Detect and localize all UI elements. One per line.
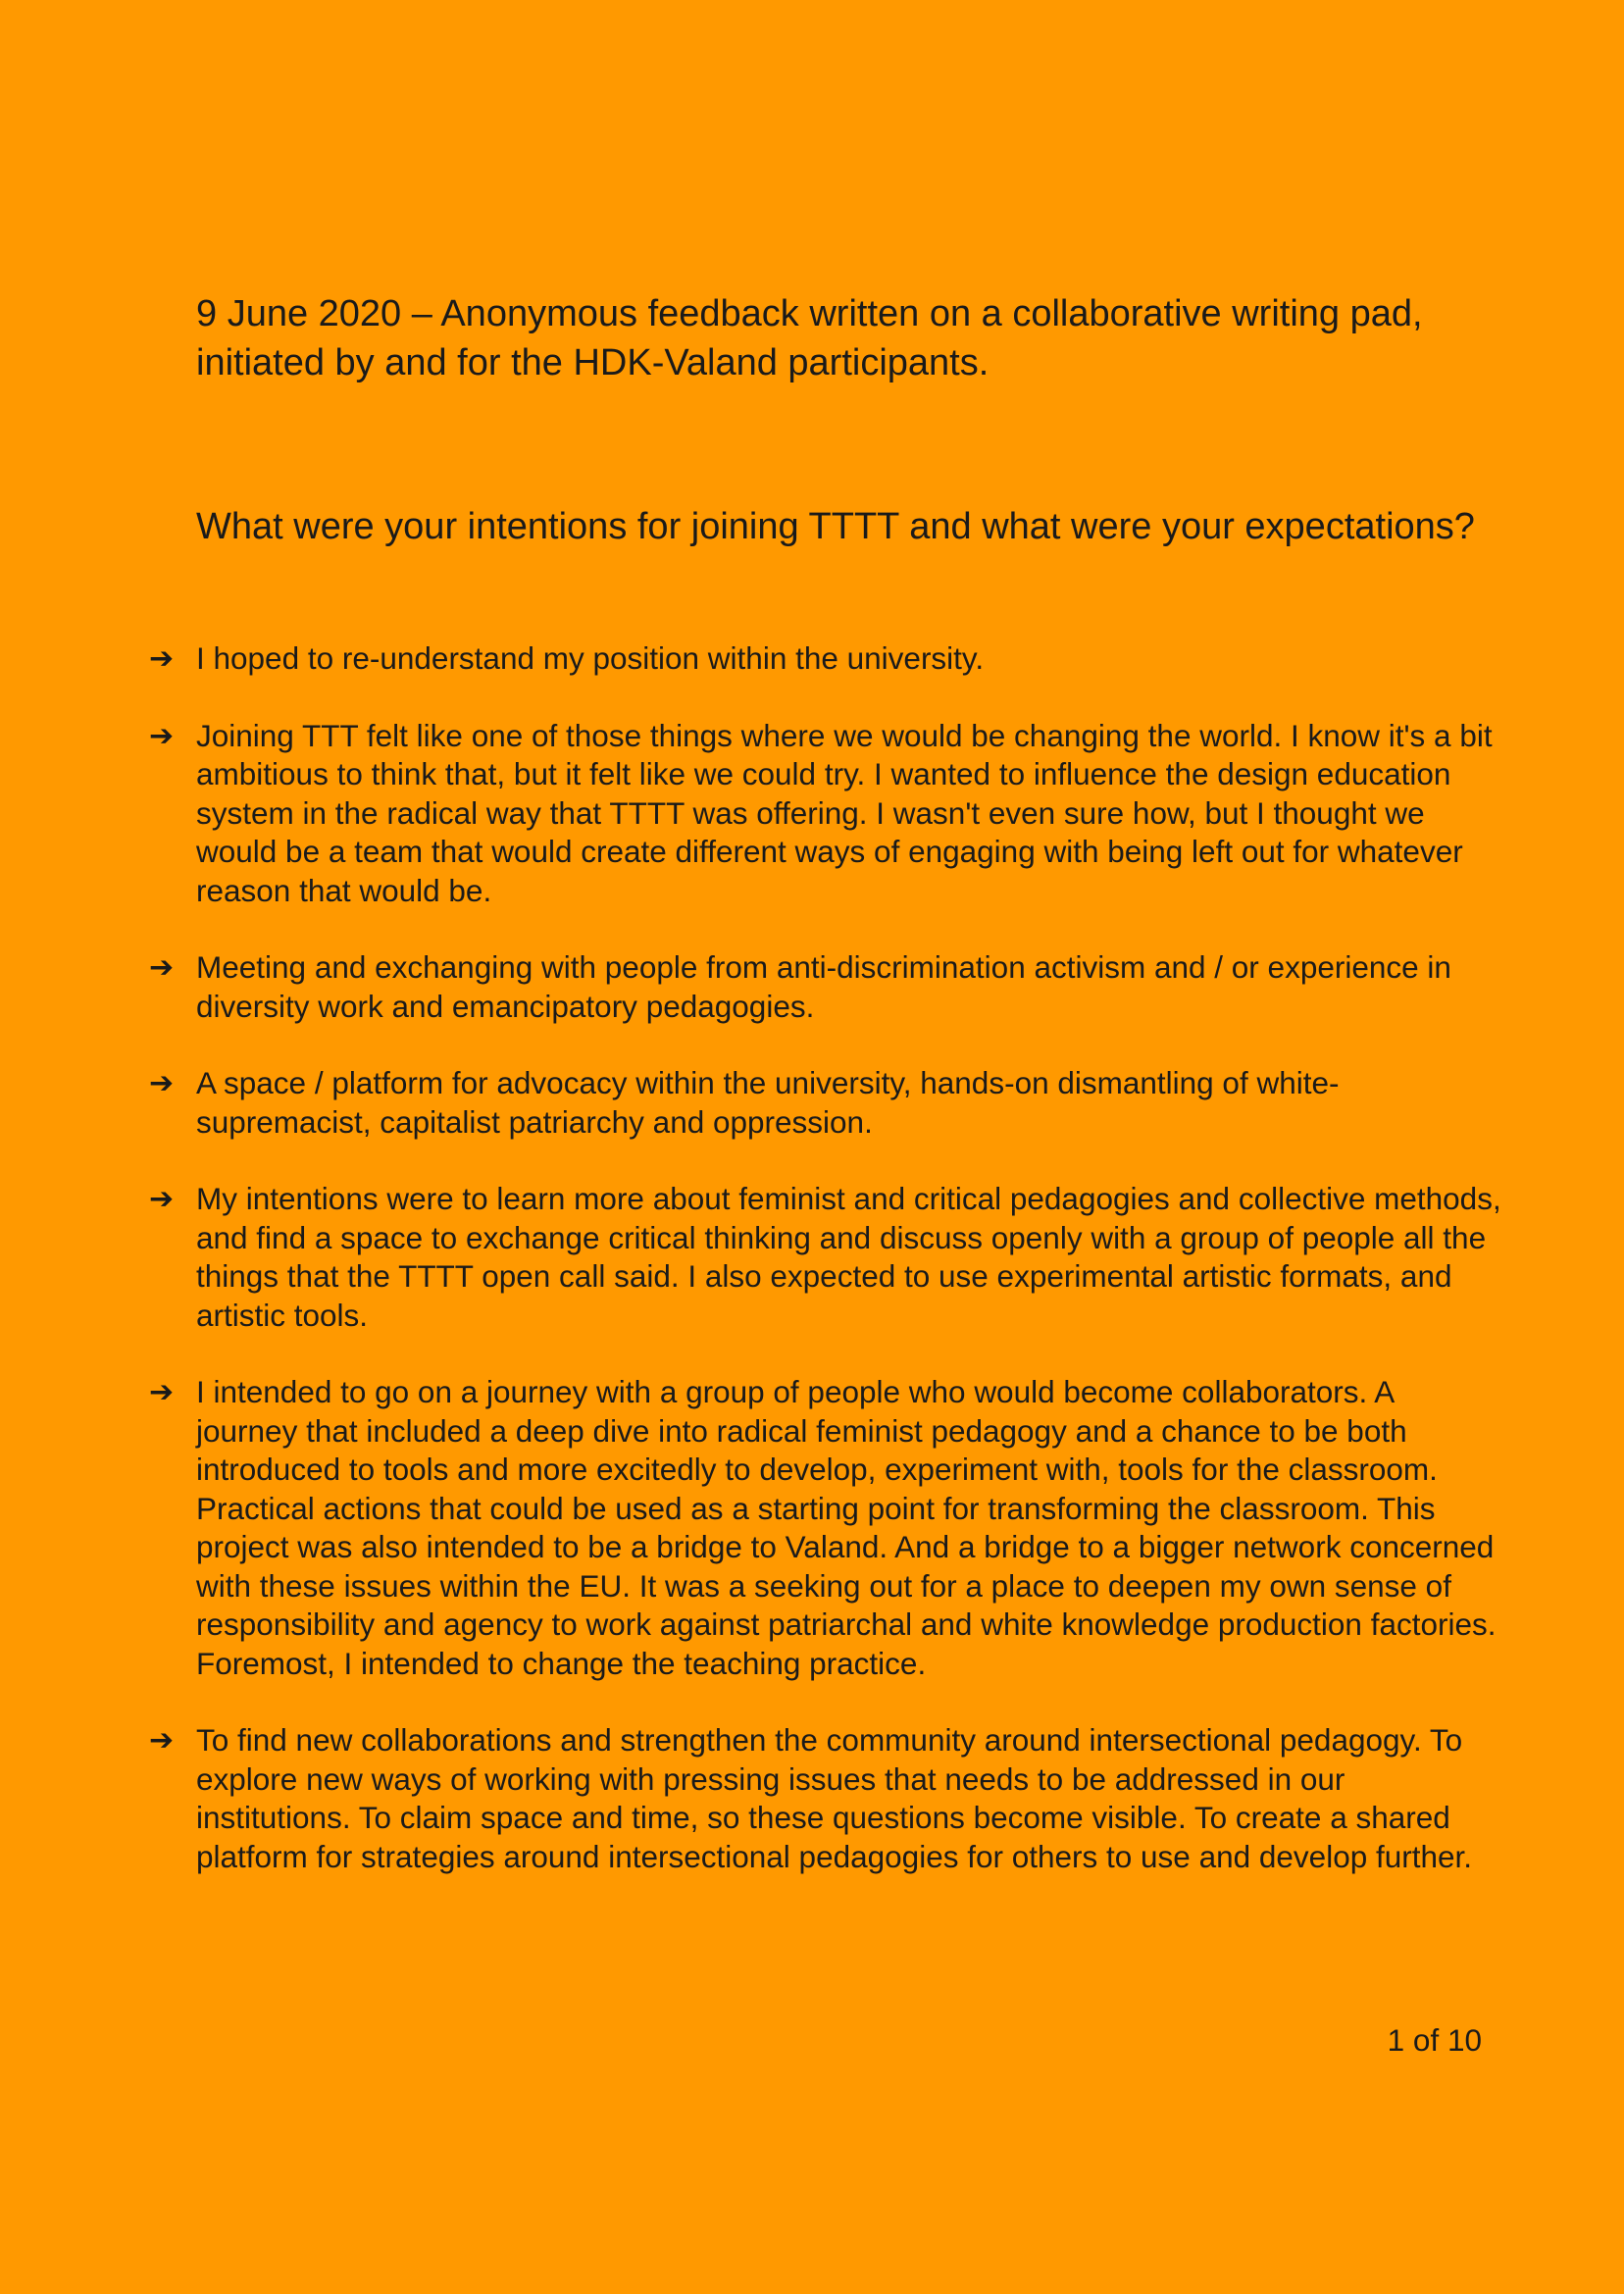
- right-arrow-icon: ➔: [149, 1375, 175, 1409]
- list-item: [149, 639, 1502, 679]
- right-arrow-icon: ➔: [149, 1066, 175, 1100]
- right-arrow-icon: ➔: [149, 718, 175, 753]
- right-arrow-icon: ➔: [149, 1182, 175, 1216]
- answer-text: A space / platform for advocacy within the university, hands-on dismantling of white-supremacist, capitalist patriarchy and oppression.: [196, 1065, 1340, 1140]
- answer-text: Meeting and exchanging with people from anti-discrimination activism and / or experience in diversity work and emancipatory pedagogies.: [196, 949, 1451, 1024]
- answer-text: I intended to go on a journey with a group of people who would become collaborators. A journey that included a deep dive into radical feminist pedagogy and a chance to be both introduced to tools and more excitedly to develop, experiment with, tools for the classroom. Practical actions that could be used as a starting point for transforming the classroom. This project was also intended to be a bridge to Valand. And a bridge to a bigger network concerned with these issues within the EU. It was a seeking out for a place to deepen my own sense of responsibility and agency to work against patriarchal and white knowledge production factories. Foremost, I intended to change the teaching practice.: [196, 1374, 1497, 1681]
- list-item: [149, 717, 1502, 911]
- question-heading: What were your intentions for joining TTTT and what were your expectations?: [196, 506, 1475, 547]
- answer-list: [149, 639, 1502, 1876]
- list-item: [149, 1721, 1502, 1876]
- document-title: 9 June 2020 – Anonymous feedback written on a collaborative writing pad, initiated by and for the HDK-Valand participants.: [196, 293, 1423, 383]
- right-arrow-icon: ➔: [149, 641, 175, 676]
- page-number: 1 of 10: [1387, 2022, 1482, 2058]
- list-item: [149, 1064, 1502, 1142]
- right-arrow-icon: ➔: [149, 950, 175, 985]
- answer-text: To find new collaborations and strengthen the community around intersectional pedagogy. To explore new ways of working with pressing issues that needs to be addressed in our institutions. To claim space and time, so these questions become visible. To create a shared platform for strategies around intersectional pedagogies for others to use and develop further.: [196, 1722, 1473, 1874]
- right-arrow-icon: ➔: [149, 1723, 175, 1758]
- list-item: [149, 948, 1502, 1026]
- answer-text: Joining TTT felt like one of those things where we would be changing the world. I know it's a bit ambitious to think that, but it felt like we could try. I wanted to influence the design education system in the radical way that TTTT was offering. I wasn't even sure how, but I thought we would be a team that would create different ways of engaging with being left out for whatever reason that would be.: [196, 717, 1493, 908]
- list-item: [149, 1373, 1502, 1683]
- answer-text: I hoped to re-understand my position within the university.: [196, 640, 985, 676]
- answer-text: My intentions were to learn more about feminist and critical pedagogies and collective methods, and find a space to exchange critical thinking and discuss openly with a group of people all the things that the TTTT open call said. I also expected to use experimental artistic formats, and artistic tools.: [196, 1181, 1501, 1333]
- list-item: [149, 1180, 1502, 1335]
